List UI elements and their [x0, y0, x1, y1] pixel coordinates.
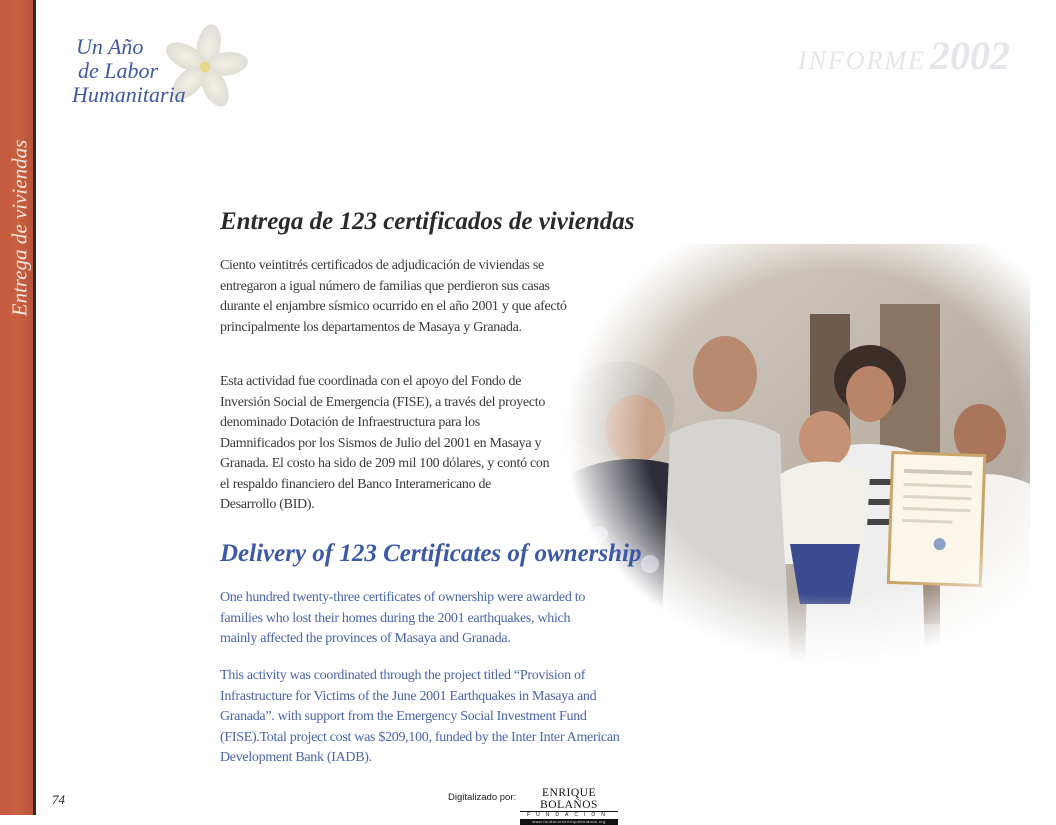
digitized-by-label: Digitalizado por:	[448, 792, 517, 803]
publication-logo	[72, 30, 247, 112]
report-year: 2002	[930, 33, 1010, 78]
report-year-badge	[797, 32, 1010, 78]
page-number: 74	[52, 792, 65, 807]
spanish-heading: Entrega de 123 certificados de viviendas	[220, 208, 635, 235]
spanish-paragraph-2: Esta actividad fue coordinada con el apoyo del Fondo de Inversión Social de Emergencia (FISE), a través del proyecto denominado Dotación de Infraestructura para los Damnificados por los Sismos de Julio del 2001 en Masaya y Granada. El costo ha sido de 209 mil 100 dólares, y contó con el respaldo financiero del Banco Interamericano de Desarrollo (BID).	[220, 374, 550, 512]
family-photo	[540, 244, 1030, 664]
foundation-subtitle: FUNDACIÓN	[527, 812, 611, 818]
spanish-paragraph-1: Ciento veintitrés certificados de adjudicación de viviendas se entregaron a igual número de familias que perdieron sus casas durante el enjambre sísmico ocurrido en el año 2001 y que afectó principalmente los departamentos de Masaya y Granada.	[220, 258, 567, 335]
foundation-logo	[520, 787, 618, 825]
logo-line-1: Un Año	[76, 34, 144, 59]
section-label: Entrega de viviendas	[7, 139, 32, 317]
foundation-url: www.fundacionenriquebolanos.org	[520, 819, 618, 825]
logo-line-2: de Labor	[78, 58, 159, 83]
english-paragraph-1: One hundred twenty-three certificates of ownership were awarded to families who lost their homes during the 2001 earthquakes, which mainly affected the provinces of Masaya and Granada.	[220, 590, 586, 646]
logo-line-3: Humanitaria	[72, 82, 186, 107]
side-band	[0, 0, 36, 815]
english-paragraph-2: This activity was coordinated through the project titled “Provision of Infrastructure for Victims of the June 2001 Earthquakes in Masaya and Granada”. with support from the Emergency Social Investment Fund (FISE).Total project cost was $209,100, funded by the Inter Inter American Development Bank (IADB).	[220, 668, 620, 765]
foundation-name: ENRIQUE BOLAÑOS	[520, 787, 618, 812]
report-word: INFORME	[797, 46, 926, 75]
english-heading: Delivery of 123 Certificates of ownership	[220, 540, 642, 567]
